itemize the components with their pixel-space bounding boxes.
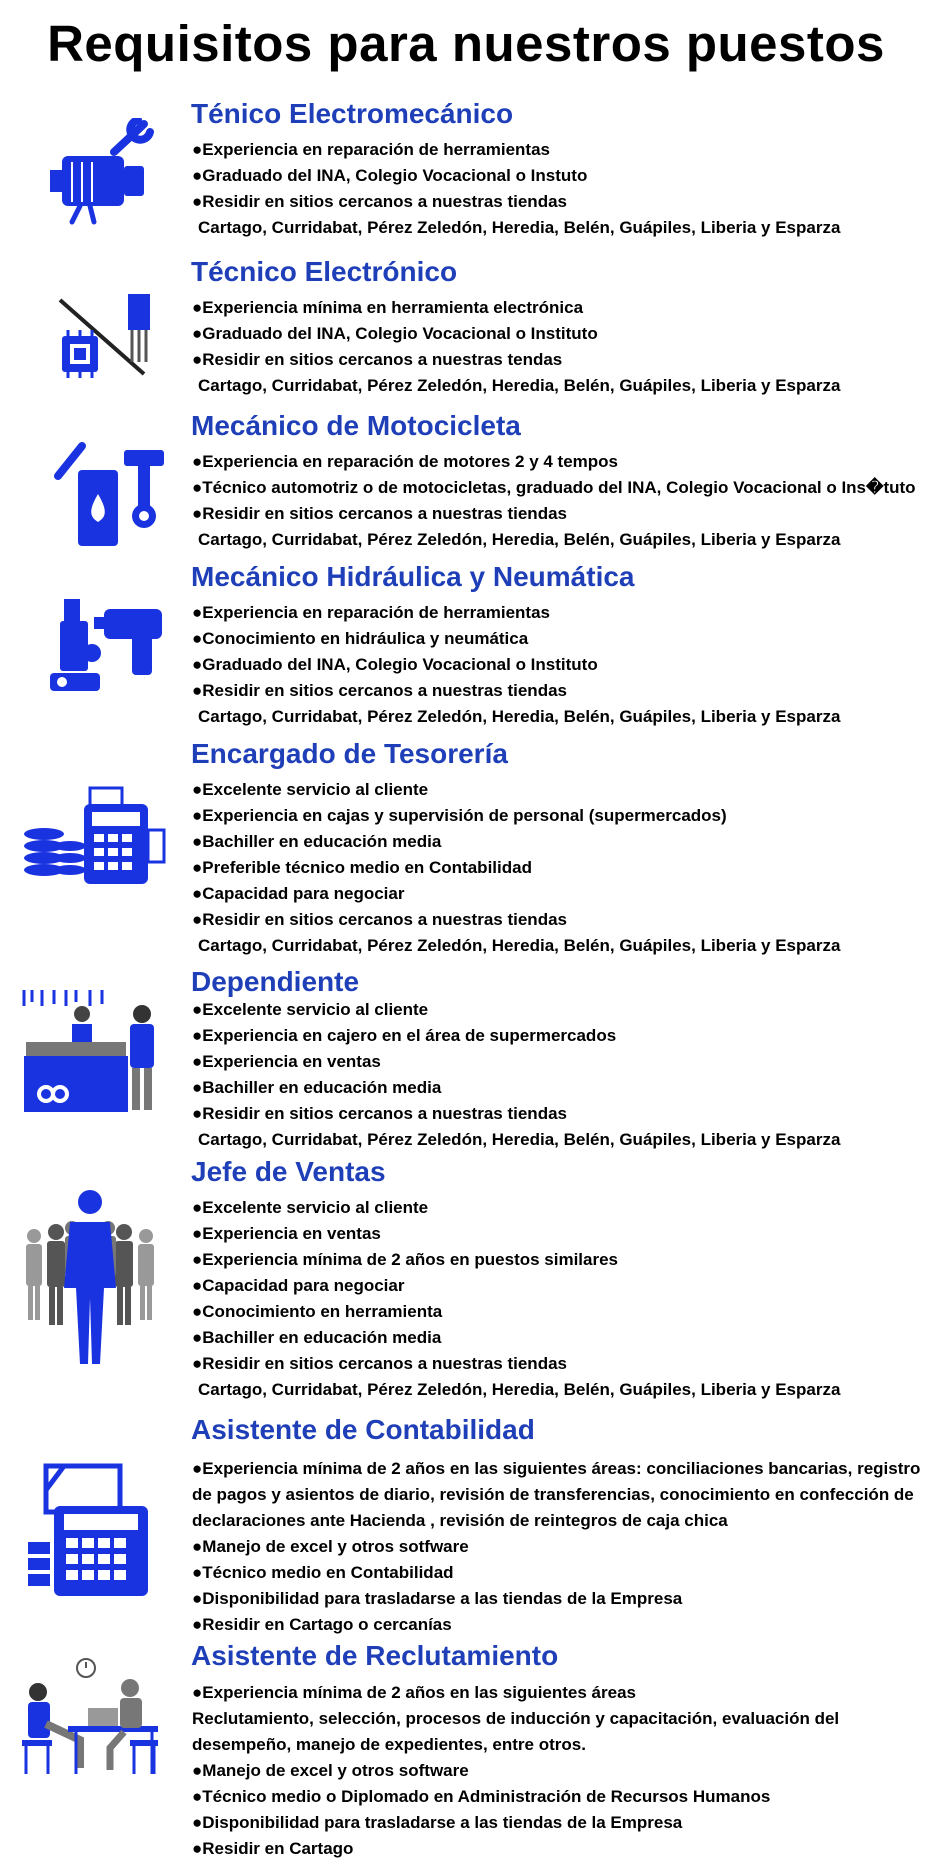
requirement-text: Experiencia en reparación de motores 2 y 4 tempos xyxy=(202,452,619,471)
requirement-text: Capacidad para negociar xyxy=(202,1276,405,1295)
bullet: ● xyxy=(192,452,203,471)
requirement-text: Experiencia en ventas xyxy=(202,1224,381,1243)
job-title: Mecánico Hidráulica y Neumática xyxy=(191,561,635,592)
job-title: Dependiente xyxy=(191,966,360,997)
requirement-item xyxy=(192,321,927,347)
store-locations: Cartago, Curridabat, Pérez Zeledón, Heredia, Belén, Guápiles, Liberia y Esparza xyxy=(198,530,841,549)
store-locations: Cartago, Curridabat, Pérez Zeledón, Heredia, Belén, Guápiles, Liberia y Esparza xyxy=(198,218,841,237)
bullet: ● xyxy=(192,1078,203,1097)
sales-leader-team-icon xyxy=(20,1188,175,1368)
job-title: Asistente de Reclutamiento xyxy=(191,1640,559,1671)
requirement-item xyxy=(192,1612,927,1638)
requirement-item xyxy=(192,997,927,1023)
job-title: Mecánico de Motocicleta xyxy=(191,410,521,441)
requirement-text: Residir en sitios cercanos a nuestras tiendas xyxy=(202,1354,567,1373)
calculator-document-icon xyxy=(20,1462,175,1602)
bullet: ● xyxy=(192,1761,203,1780)
requirement-text: Experiencia mínima de 2 años en puestos similares xyxy=(202,1250,619,1269)
requirement-text: Experiencia mínima de 2 años en las siguientes áreas xyxy=(202,1683,636,1702)
bullet: ● xyxy=(192,655,203,674)
cash-register-coins-icon xyxy=(20,784,175,894)
requirement-detail: Reclutamiento, selección, procesos de inducción y capacitación, evaluación del desempeño, manejo de expedientes, entre otros. xyxy=(192,1709,840,1754)
requirement-text: Graduado del INA, Colegio Vocacional o Instituto xyxy=(202,655,598,674)
page-title: Requisitos para nuestros puestos xyxy=(47,15,885,72)
requirement-item xyxy=(192,1758,927,1784)
bullet: ● xyxy=(192,324,203,343)
requirement-item xyxy=(192,1534,927,1560)
requirement-item xyxy=(192,449,927,475)
requirement-text: Manejo de excel y otros sotfware xyxy=(202,1537,469,1556)
requirement-item xyxy=(192,295,927,321)
requirement-text: Técnico medio o Diplomado en Administración de Recursos Humanos xyxy=(202,1787,771,1806)
store-locations: Cartago, Curridabat, Pérez Zeledón, Heredia, Belén, Guápiles, Liberia y Esparza xyxy=(198,707,841,726)
job-title: Jefe de Ventas xyxy=(191,1156,386,1187)
bullet: ● xyxy=(192,832,203,851)
requirement-item xyxy=(192,1560,927,1586)
store-locations: Cartago, Curridabat, Pérez Zeledón, Heredia, Belén, Guápiles, Liberia y Esparza xyxy=(198,1380,841,1399)
bullet: ● xyxy=(192,298,203,317)
bullet: ● xyxy=(192,166,203,185)
store-locations: Cartago, Curridabat, Pérez Zeledón, Heredia, Belén, Guápiles, Liberia y Esparza xyxy=(198,1130,841,1149)
requirement-item xyxy=(192,1456,927,1534)
bullet: ● xyxy=(192,504,203,523)
bullet: ● xyxy=(192,884,203,903)
bullet: ● xyxy=(192,780,203,799)
requirement-text: Manejo de excel y otros software xyxy=(202,1761,469,1780)
requirement-item xyxy=(192,1810,927,1836)
hydraulic-jack-impact-gun-icon xyxy=(20,591,175,701)
requirement-item xyxy=(192,1299,927,1325)
bullet: ● xyxy=(192,629,203,648)
requirement-item xyxy=(192,1836,927,1862)
requirement-item xyxy=(192,1075,927,1101)
bullet: ● xyxy=(192,1839,203,1858)
bullet: ● xyxy=(192,1104,203,1123)
interview-desk-icon xyxy=(20,1658,175,1778)
requirement-item xyxy=(192,652,927,678)
bullet: ● xyxy=(192,1052,203,1071)
requirement-text: Graduado del INA, Colegio Vocacional o Instituto xyxy=(202,324,598,343)
bullet: ● xyxy=(192,478,203,497)
bullet: ● xyxy=(192,806,203,825)
bullet: ● xyxy=(192,1589,203,1608)
requirement-text: Experiencia mínima de 2 años en las siguientes áreas: conciliaciones bancarias, registro de pagos y asientos de diario, revisión de transferencias, conocimiento en confección de declaraciones ante Hacienda , revisión de reintegros de caja chica xyxy=(192,1459,921,1530)
requirement-text: Residir en sitios cercanos a nuestras tiendas xyxy=(202,504,567,523)
requirement-item xyxy=(192,1784,927,1810)
requirement-text: Residir en sitios cercanos a nuestras tiendas xyxy=(202,1104,567,1123)
bullet: ● xyxy=(192,1276,203,1295)
requirement-item xyxy=(192,189,927,215)
bullet: ● xyxy=(192,1328,203,1347)
bullet: ● xyxy=(192,1198,203,1217)
requirement-text: Disponibilidad para trasladarse a las tiendas de la Empresa xyxy=(202,1589,683,1608)
requirement-text: Excelente servicio al cliente xyxy=(202,1198,429,1217)
requirement-text: Excelente servicio al cliente xyxy=(202,780,429,799)
requirement-item xyxy=(192,777,927,803)
requirement-text: Bachiller en educación media xyxy=(202,832,442,851)
bullet: ● xyxy=(192,1026,203,1045)
requirement-text: Residir en sitios cercanos a nuestras tiendas xyxy=(202,192,567,211)
requirement-item xyxy=(192,1221,927,1247)
bullet: ● xyxy=(192,858,203,877)
bullet: ● xyxy=(192,1537,203,1556)
requirement-text: Excelente servicio al cliente xyxy=(202,1000,429,1019)
requirement-item xyxy=(192,1586,927,1612)
requirement-item xyxy=(192,600,927,626)
bullet: ● xyxy=(192,1224,203,1243)
requirement-text: Experiencia en cajas y supervisión de personal (supermercados) xyxy=(202,806,727,825)
requirement-text: Conocimiento en hidráulica y neumática xyxy=(202,629,529,648)
bullet: ● xyxy=(192,1683,203,1702)
job-title: Asistente de Contabilidad xyxy=(191,1414,535,1445)
bullet: ● xyxy=(192,1250,203,1269)
requirement-text: Residir en sitios cercanos a nuestras tiendas xyxy=(202,910,567,929)
store-locations: Cartago, Curridabat, Pérez Zeledón, Heredia, Belén, Guápiles, Liberia y Esparza xyxy=(198,936,841,955)
bullet: ● xyxy=(192,603,203,622)
job-title: Encargado de Tesorería xyxy=(191,738,508,769)
requirement-text: Residir en Cartago xyxy=(202,1839,354,1858)
bullet: ● xyxy=(192,1813,203,1832)
requirement-item xyxy=(192,1049,927,1075)
requirement-text: Graduado del INA, Colegio Vocacional o Instuto xyxy=(202,166,588,185)
bullet: ● xyxy=(192,350,203,369)
requirement-item xyxy=(192,881,927,907)
requirement-item xyxy=(192,475,927,501)
requirement-item xyxy=(192,501,927,527)
bullet: ● xyxy=(192,1787,203,1806)
requirement-text: Preferible técnico medio en Contabilidad xyxy=(202,858,532,877)
requirement-text: Técnico medio en Contabilidad xyxy=(202,1563,454,1582)
requirement-item xyxy=(192,829,927,855)
requirement-text: Residir en Cartago o cercanías xyxy=(202,1615,452,1634)
bullet: ● xyxy=(192,910,203,929)
bullet: ● xyxy=(192,681,203,700)
bullet: ● xyxy=(192,1615,203,1634)
sparkplug-oil-piston-icon xyxy=(20,436,175,556)
bullet: ● xyxy=(192,1563,203,1582)
requirement-text: Experiencia en reparación de herramientas xyxy=(202,140,550,159)
requirement-item xyxy=(192,855,927,881)
requirement-text: Bachiller en educación media xyxy=(202,1078,442,1097)
motor-wrench-icon xyxy=(20,118,175,228)
bullet: ● xyxy=(192,1459,203,1478)
requirement-text: Experiencia mínima en herramienta electrónica xyxy=(202,298,584,317)
job-title: Ténico Electromecánico xyxy=(191,98,514,129)
bullet: ● xyxy=(192,1000,203,1019)
requirement-item xyxy=(192,1273,927,1299)
requirement-text: Experiencia en reparación de herramientas xyxy=(202,603,550,622)
bullet: ● xyxy=(192,140,203,159)
shop-counter-clerk-icon xyxy=(20,986,175,1116)
requirement-text: Experiencia en ventas xyxy=(202,1052,381,1071)
requirement-text: Bachiller en educación media xyxy=(202,1328,442,1347)
requirement-item xyxy=(192,803,927,829)
requirement-item xyxy=(192,1680,927,1706)
requirement-text: Experiencia en cajero en el área de supermercados xyxy=(202,1026,617,1045)
requirement-item xyxy=(192,678,927,704)
bullet: ● xyxy=(192,1354,203,1373)
requirement-item xyxy=(192,163,927,189)
requirement-item xyxy=(192,626,927,652)
requirement-item xyxy=(192,1101,927,1127)
job-title: Técnico Electrónico xyxy=(191,256,458,287)
requirement-item xyxy=(192,1325,927,1351)
requirement-text: Disponibilidad para trasladarse a las tiendas de la Empresa xyxy=(202,1813,683,1832)
requirement-item xyxy=(192,1195,927,1221)
store-locations: Cartago, Curridabat, Pérez Zeledón, Heredia, Belén, Guápiles, Liberia y Esparza xyxy=(198,376,841,395)
requirement-item xyxy=(192,1351,927,1377)
requirement-item xyxy=(192,907,927,933)
requirement-text: Residir en sitios cercanos a nuestras tendas xyxy=(202,350,563,369)
requirement-text: Capacidad para negociar xyxy=(202,884,405,903)
requirement-item xyxy=(192,347,927,373)
requirement-text: Residir en sitios cercanos a nuestras tiendas xyxy=(202,681,567,700)
requirement-item xyxy=(192,137,927,163)
bullet: ● xyxy=(192,192,203,211)
requirement-item xyxy=(192,1023,927,1049)
requirement-text: Conocimiento en herramienta xyxy=(202,1302,443,1321)
bullet: ● xyxy=(192,1302,203,1321)
soldering-chip-icon xyxy=(20,280,175,390)
requirement-text: Técnico automotriz o de motocicletas, graduado del INA, Colegio Vocacional o Ins�tuto xyxy=(202,478,916,497)
requirement-item xyxy=(192,1247,927,1273)
